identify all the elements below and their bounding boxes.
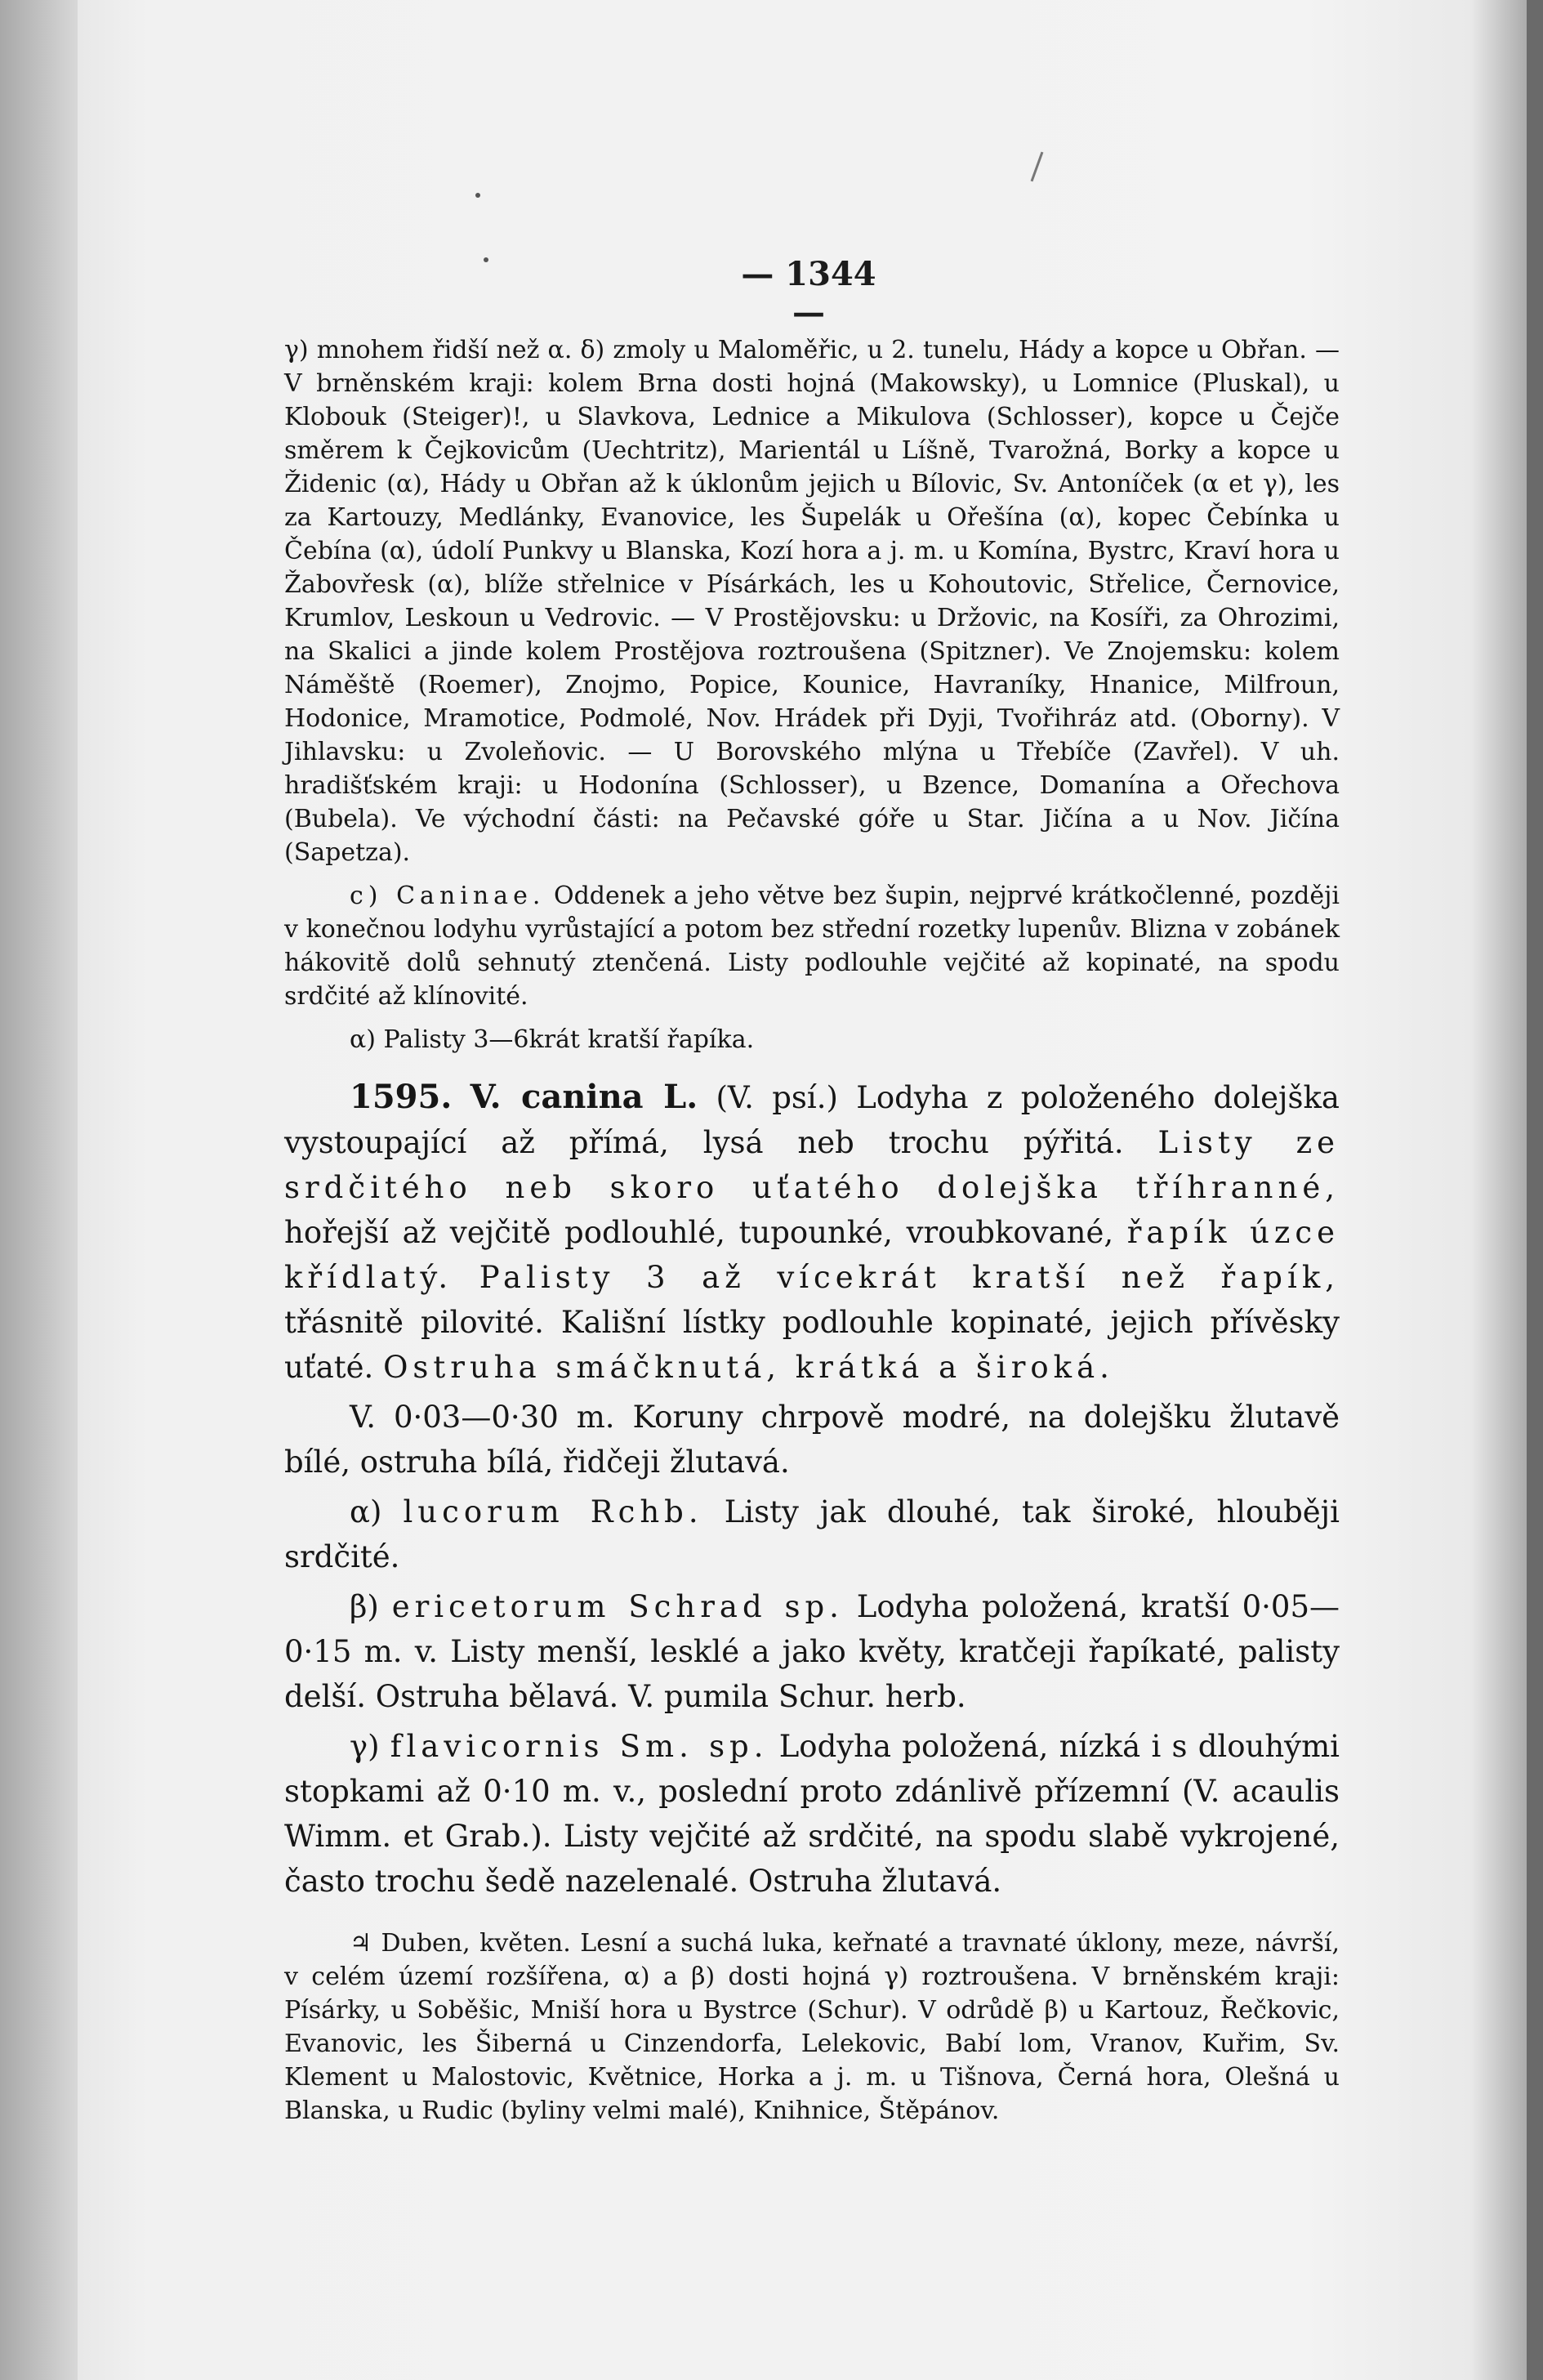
small-print-section <box>284 333 1340 1056</box>
variety-gamma-text: Lodyha položená, nízká i s dlouhými stopkami až 0·10 m. v., poslední proto zdánlivě přízemní (V. acaulis Wimm. et Grab.). Listy vejčité až srdčité, na spodu slabě vykrojené, často trochu šedě nazelenalé. Ostruha žlutavá. <box>284 1729 1340 1899</box>
species-description <box>284 1074 1340 1390</box>
caninae-paragraph <box>284 879 1340 1013</box>
variety-alpha-label: α) <box>350 1494 382 1529</box>
species-name: V. canina L. <box>470 1078 698 1116</box>
species-section <box>284 1074 1340 1904</box>
species-stem: Lodyha z položeného dolejška vystoupající až přímá, lysá neb trochu pýřitá. <box>284 1080 1340 1160</box>
species-stipules-shape: třásnitě pilovité. Kališní lístky podlouhle kopinaté, jejich přívěsky uťaté. <box>284 1305 1340 1385</box>
caninae-description: Oddenek a jeho větve bez šupin, nejprvé krátkočlenné, později v konečnou lodyhu vyrůstající a potom bez střední rozetky lupenův. Blizna v zobánek hákovitě dolů sehnutý ztenčená. Listy podlouhle vejčité až kopinaté, na spodu srdčité až klínovité. <box>284 882 1340 1011</box>
variety-gamma-name: flavicornis Sm. sp. <box>390 1729 769 1764</box>
species-common-name: (V. psí.) <box>716 1080 838 1115</box>
species-petiole: řapík úzce křídlatý. <box>284 1215 1340 1295</box>
variety-alpha <box>284 1489 1340 1579</box>
variety-alpha-text: Listy jak dlouhé, tak široké, hlouběji srdčité. <box>284 1494 1340 1574</box>
page-text <box>284 333 1340 2128</box>
perennial-symbol: ♃ <box>350 1929 372 1958</box>
palisty-subgroup: α) Palisty 3—6krát kratší řapíka. <box>350 1025 755 1054</box>
species-spur: Ostruha smáčknutá, krátká a široká. <box>383 1350 1114 1385</box>
distribution-text: Duben, květen. Lesní a suchá luka, keřnaté a travnaté úklony, meze, návrší, v celém území rozšířena, α) a β) dosti hojná γ) roztroušena. V brněnském kraji: Písárky, u Soběšic, Mniší hora u Bystrce (Schur). V odrůdě β) u Kartouz, Řečkovic, Evanovic, les Šiberná u Cinzendorfa, Lelekovic, Babí lom, Vranov, Kuřim, Sv. Klement u Malostovic, Květnice, Horka a j. m. u Tišnova, Černá hora, Olešná u Blanska, u Rudic (byliny velmi malé), Knihnice, Štěpánov. <box>284 1929 1340 2125</box>
variety-gamma <box>284 1724 1340 1904</box>
speck-mark <box>475 193 480 198</box>
variety-beta-label: β) <box>350 1589 379 1624</box>
caninae-heading: c) Caninae. <box>350 882 546 910</box>
locality-paragraph: γ) mnohem řidší než α. δ) zmoly u Maloměřic, u 2. tunelu, Hády a kopce u Obřan. — V brněnském kraji: kolem Brna dosti hojná (Makowsky), u Lomnice (Pluskal), u Klobouk (Steiger)!, u Slavkova, Lednice a Mikulova (Schlosser), kopce u Čejče směrem k Čejkovicům (Uechtritz), Marientál u Líšně, Tvarožná, Borky a kopce u Židenic (α), Hády u Obřan až k úklonům jejich u Bílovic, Sv. Antoníček (α et γ), les za Kartouzy, Medlánky, Evanovice, les Šupelák u Ořešína (α), kopec Čebínka u Čebína (α), údolí Punkvy u Blanska, Kozí hora a j. m. u Komína, Bystrc, Kraví hora u Žabovřesk (α), blíže střelnice v Písárkách, les u Kohoutovic, Střelice, Černovice, Krumlov, Leskoun u Vedrovic. — V Prostějovsku: u Držovic, na Kosíři, za Ohrozimi, na Skalici a jinde kolem Prostějova roztroušena (Spitzner). Ve Znojemsku: kolem Náměště (Roemer), Znojmo, Popice, Kounice, Havraníky, Hnanice, Milfroun, Hodonice, Mramotice, Podmolé, Nov. Hrádek při Dyji, Tvořihráz atd. (Oborny). V Jihlavsku: u Zvoleňovic. — U Borovského mlýna u Třebíče (Zavřel). V uh. hradišťském kraji: u Hodonína (Schlosser), u Bzence, Domanína a Ořechova (Bubela). Ve východní části: na Pečavské góře u Star. Jičína a u Nov. Jičína (Sapetza). <box>284 336 1340 867</box>
species-size: V. 0·03—0·30 m. Koruny chrpově modré, na dolejšku žlutavě bílé, ostruha bílá, řidčeji žlutavá. <box>284 1400 1340 1480</box>
species-number: 1595. <box>350 1078 453 1116</box>
variety-beta-name: ericetorum Schrad sp. <box>391 1589 844 1624</box>
variety-gamma-label: γ) <box>350 1729 380 1764</box>
variety-alpha-name: lucorum Rchb. <box>403 1494 703 1529</box>
species-stipules: Palisty 3 až vícekrát kratší než řapík, <box>479 1260 1340 1295</box>
page-number: — 1344 — <box>741 255 876 332</box>
species-leaves: Listy ze srdčitého neb skoro uťatého dolejška tříhranné, <box>284 1125 1340 1205</box>
variety-beta <box>284 1584 1340 1719</box>
species-upper-leaves: hořejší až vejčitě podlouhlé, tupounké, vroubkované, <box>284 1215 1114 1250</box>
variety-beta-text: Lodyha položená, kratší 0·05—0·15 m. v. Listy menší, lesklé a jako květy, kratčeji řapíkaté, palisty delší. Ostruha bělavá. V. pumila Schur. herb. <box>284 1589 1340 1714</box>
speck-mark <box>484 257 488 262</box>
page-edge-shadow <box>1527 0 1543 2380</box>
distribution-paragraph <box>284 1927 1340 2128</box>
book-spine-shadow <box>0 0 78 2380</box>
distribution-section <box>284 1927 1340 2128</box>
